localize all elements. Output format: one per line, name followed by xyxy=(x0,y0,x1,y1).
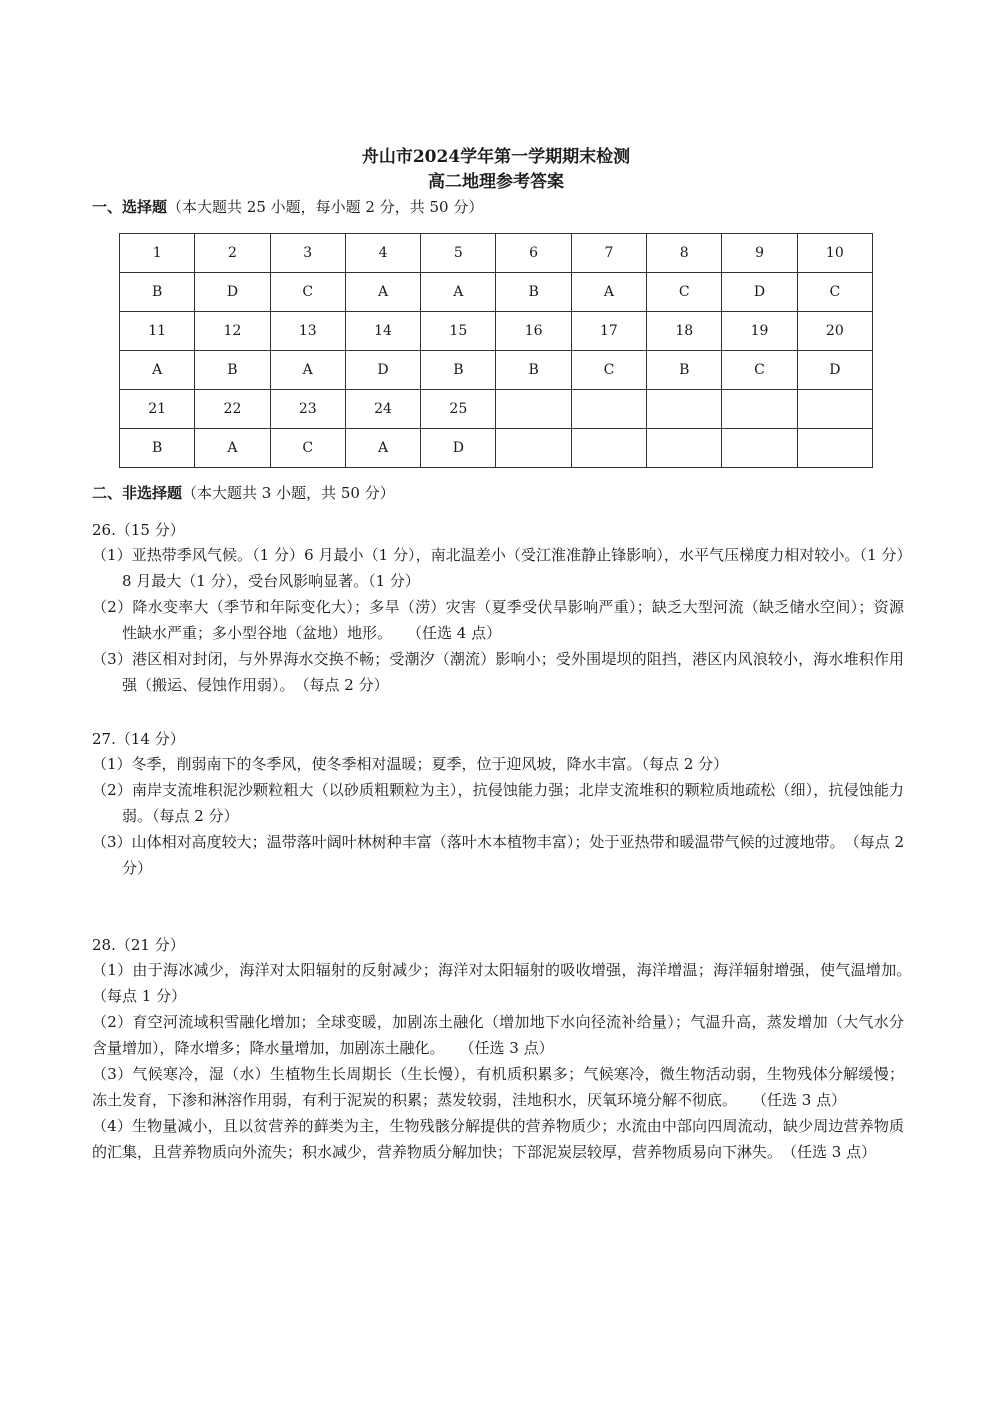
answer-cell: B xyxy=(120,273,195,312)
answer-cell: C xyxy=(797,273,872,312)
question-number-row xyxy=(120,312,873,351)
question-number-cell xyxy=(496,390,571,429)
section-2-heading xyxy=(92,482,395,504)
question-number-row xyxy=(120,390,873,429)
question-26-header: 26.（15 分） xyxy=(92,521,185,539)
question-number-cell: 25 xyxy=(421,390,496,429)
question-number-cell: 20 xyxy=(797,312,872,351)
answer-cell: A xyxy=(571,273,646,312)
question-number-cell xyxy=(722,390,797,429)
answer-cell: C xyxy=(722,351,797,390)
answer-cell xyxy=(797,429,872,468)
question-number-cell: 8 xyxy=(647,234,722,273)
question-number-cell: 3 xyxy=(270,234,345,273)
question-number-cell: 24 xyxy=(345,390,420,429)
question-26 xyxy=(92,518,904,698)
question-number-cell: 14 xyxy=(345,312,420,351)
question-number-cell: 9 xyxy=(722,234,797,273)
section-1-title: 一、选择题 xyxy=(92,198,168,216)
question-27-item-3: （3）山体相对高度较大；温带落叶阔叶林树种丰富（落叶木本植物丰富）；处于亚热带和暖温带气候的过渡地带。 （每点 2 分） xyxy=(92,833,904,877)
answer-cell: D xyxy=(195,273,270,312)
question-number-cell: 17 xyxy=(571,312,646,351)
question-number-cell: 1 xyxy=(120,234,195,273)
answer-cell: C xyxy=(270,429,345,468)
question-27-item-1: （1）冬季，削弱南下的冬季风，使冬季相对温暖；夏季，位于迎风坡，降水丰富。（每点 2 分） xyxy=(92,755,729,773)
answer-cell: B xyxy=(496,351,571,390)
question-number-cell: 23 xyxy=(270,390,345,429)
answer-cell xyxy=(496,429,571,468)
answer-cell: A xyxy=(270,351,345,390)
question-number-cell: 10 xyxy=(797,234,872,273)
answer-cell: D xyxy=(722,273,797,312)
question-number-cell: 22 xyxy=(195,390,270,429)
answer-cell: D xyxy=(421,429,496,468)
section-2-note: （本大题共 3 小题，共 50 分） xyxy=(182,484,395,502)
question-27-item-2: （2）南岸支流堆积泥沙颗粒粗大（以砂质粗颗粒为主），抗侵蚀能力强；北岸支流堆积的颗粒质地疏松（细），抗侵蚀能力弱。（每点 2 分） xyxy=(92,781,904,825)
question-28-item-2: （2）育空河流域积雪融化增加；全球变暖，加剧冻土融化（增加地下水向径流补给量）；气温升高，蒸发增加（大气水分含量增加），降水增多；降水量增加，加剧冻土融化。 （任选 3 点） xyxy=(92,1013,904,1057)
question-number-cell: 18 xyxy=(647,312,722,351)
question-number-cell: 11 xyxy=(120,312,195,351)
answer-cell: B xyxy=(421,351,496,390)
question-number-cell: 13 xyxy=(270,312,345,351)
question-27 xyxy=(92,727,904,881)
section-2-title: 二、非选择题 xyxy=(92,484,183,502)
question-28-header: 28.（21 分） xyxy=(92,936,185,954)
question-27-header: 27.（14 分） xyxy=(92,730,185,748)
section-1-note: （本大题共 25 小题，每小题 2 分，共 50 分） xyxy=(167,198,484,216)
question-number-cell: 2 xyxy=(195,234,270,273)
question-number-cell xyxy=(797,390,872,429)
answer-row xyxy=(120,273,873,312)
question-number-cell: 5 xyxy=(421,234,496,273)
question-number-cell: 6 xyxy=(496,234,571,273)
answer-cell xyxy=(722,429,797,468)
answer-cell: A xyxy=(421,273,496,312)
answer-row xyxy=(120,351,873,390)
question-28 xyxy=(92,933,935,1165)
answer-cell: D xyxy=(797,351,872,390)
answer-table xyxy=(119,233,873,468)
section-1-heading xyxy=(92,196,483,218)
question-number-cell: 21 xyxy=(120,390,195,429)
question-26-item-1: （1）亚热带季风气候。（1 分）6 月最小（1 分），南北温差小（受江淮准静止锋影响），水平气压梯度力相对较小。（1 分）8 月最大（1 分），受台风影响显著。（1 分） xyxy=(92,546,904,590)
question-number-row xyxy=(120,234,873,273)
question-28-item-4: （4）生物量减小，且以贫营养的藓类为主，生物残骸分解提供的营养物质少；水流由中部向四周流动，缺少周边营养物质的汇集，且营养物质向外流失；积水减少，营养物质分解加快；下部泥炭层较厚，营养物质易向下淋失。 （任选 3 点） xyxy=(92,1117,904,1161)
answer-cell xyxy=(571,429,646,468)
question-number-cell: 7 xyxy=(571,234,646,273)
question-28-item-3: （3）气候寒冷，湿（水）生植物生长周期长（生长慢），有机质积累多；气候寒冷，微生物活动弱，生物残体分解缓慢；冻土发育，下渗和淋溶作用弱，有利于泥炭的积累；蒸发较弱，洼地积水，厌氧环境分解不彻底。 （任选 3 点） xyxy=(92,1065,904,1109)
question-26-item-3: （3）港区相对封闭，与外界海水交换不畅；受潮汐（潮流）影响小；受外围堤坝的阻挡，港区内风浪较小，海水堆积作用强（搬运、侵蚀作用弱）。 （每点 2 分） xyxy=(92,650,904,694)
question-number-cell: 4 xyxy=(345,234,420,273)
answer-cell: B xyxy=(195,351,270,390)
answer-cell: B xyxy=(647,351,722,390)
question-number-cell xyxy=(647,390,722,429)
answer-cell: B xyxy=(496,273,571,312)
answer-cell: D xyxy=(345,351,420,390)
answer-cell: A xyxy=(120,351,195,390)
question-28-item-1: （1）由于海冰减少，海洋对太阳辐射的反射减少；海洋对太阳辐射的吸收增强，海洋增温；海洋辐射增强，使气温增加。 （每点 1 分） xyxy=(92,961,935,1005)
question-number-cell: 16 xyxy=(496,312,571,351)
document-subtitle: 高二地理参考答案 xyxy=(428,172,564,192)
answer-cell: B xyxy=(120,429,195,468)
question-number-cell: 19 xyxy=(722,312,797,351)
answer-cell xyxy=(647,429,722,468)
answer-row xyxy=(120,429,873,468)
question-number-cell xyxy=(571,390,646,429)
answer-cell: A xyxy=(345,273,420,312)
answer-cell: A xyxy=(345,429,420,468)
answer-cell: C xyxy=(571,351,646,390)
answer-cell: C xyxy=(270,273,345,312)
question-number-cell: 15 xyxy=(421,312,496,351)
answer-cell: A xyxy=(195,429,270,468)
question-26-item-2: （2）降水变率大（季节和年际变化大）；多旱（涝）灾害（夏季受伏旱影响严重）；缺乏大型河流（缺乏储水空间）；资源性缺水严重；多小型谷地（盆地）地形。 （任选 4 点） xyxy=(92,598,904,642)
document-title: 舟山市2024学年第一学期期末检测 xyxy=(361,147,631,167)
question-number-cell: 12 xyxy=(195,312,270,351)
answer-cell: C xyxy=(647,273,722,312)
